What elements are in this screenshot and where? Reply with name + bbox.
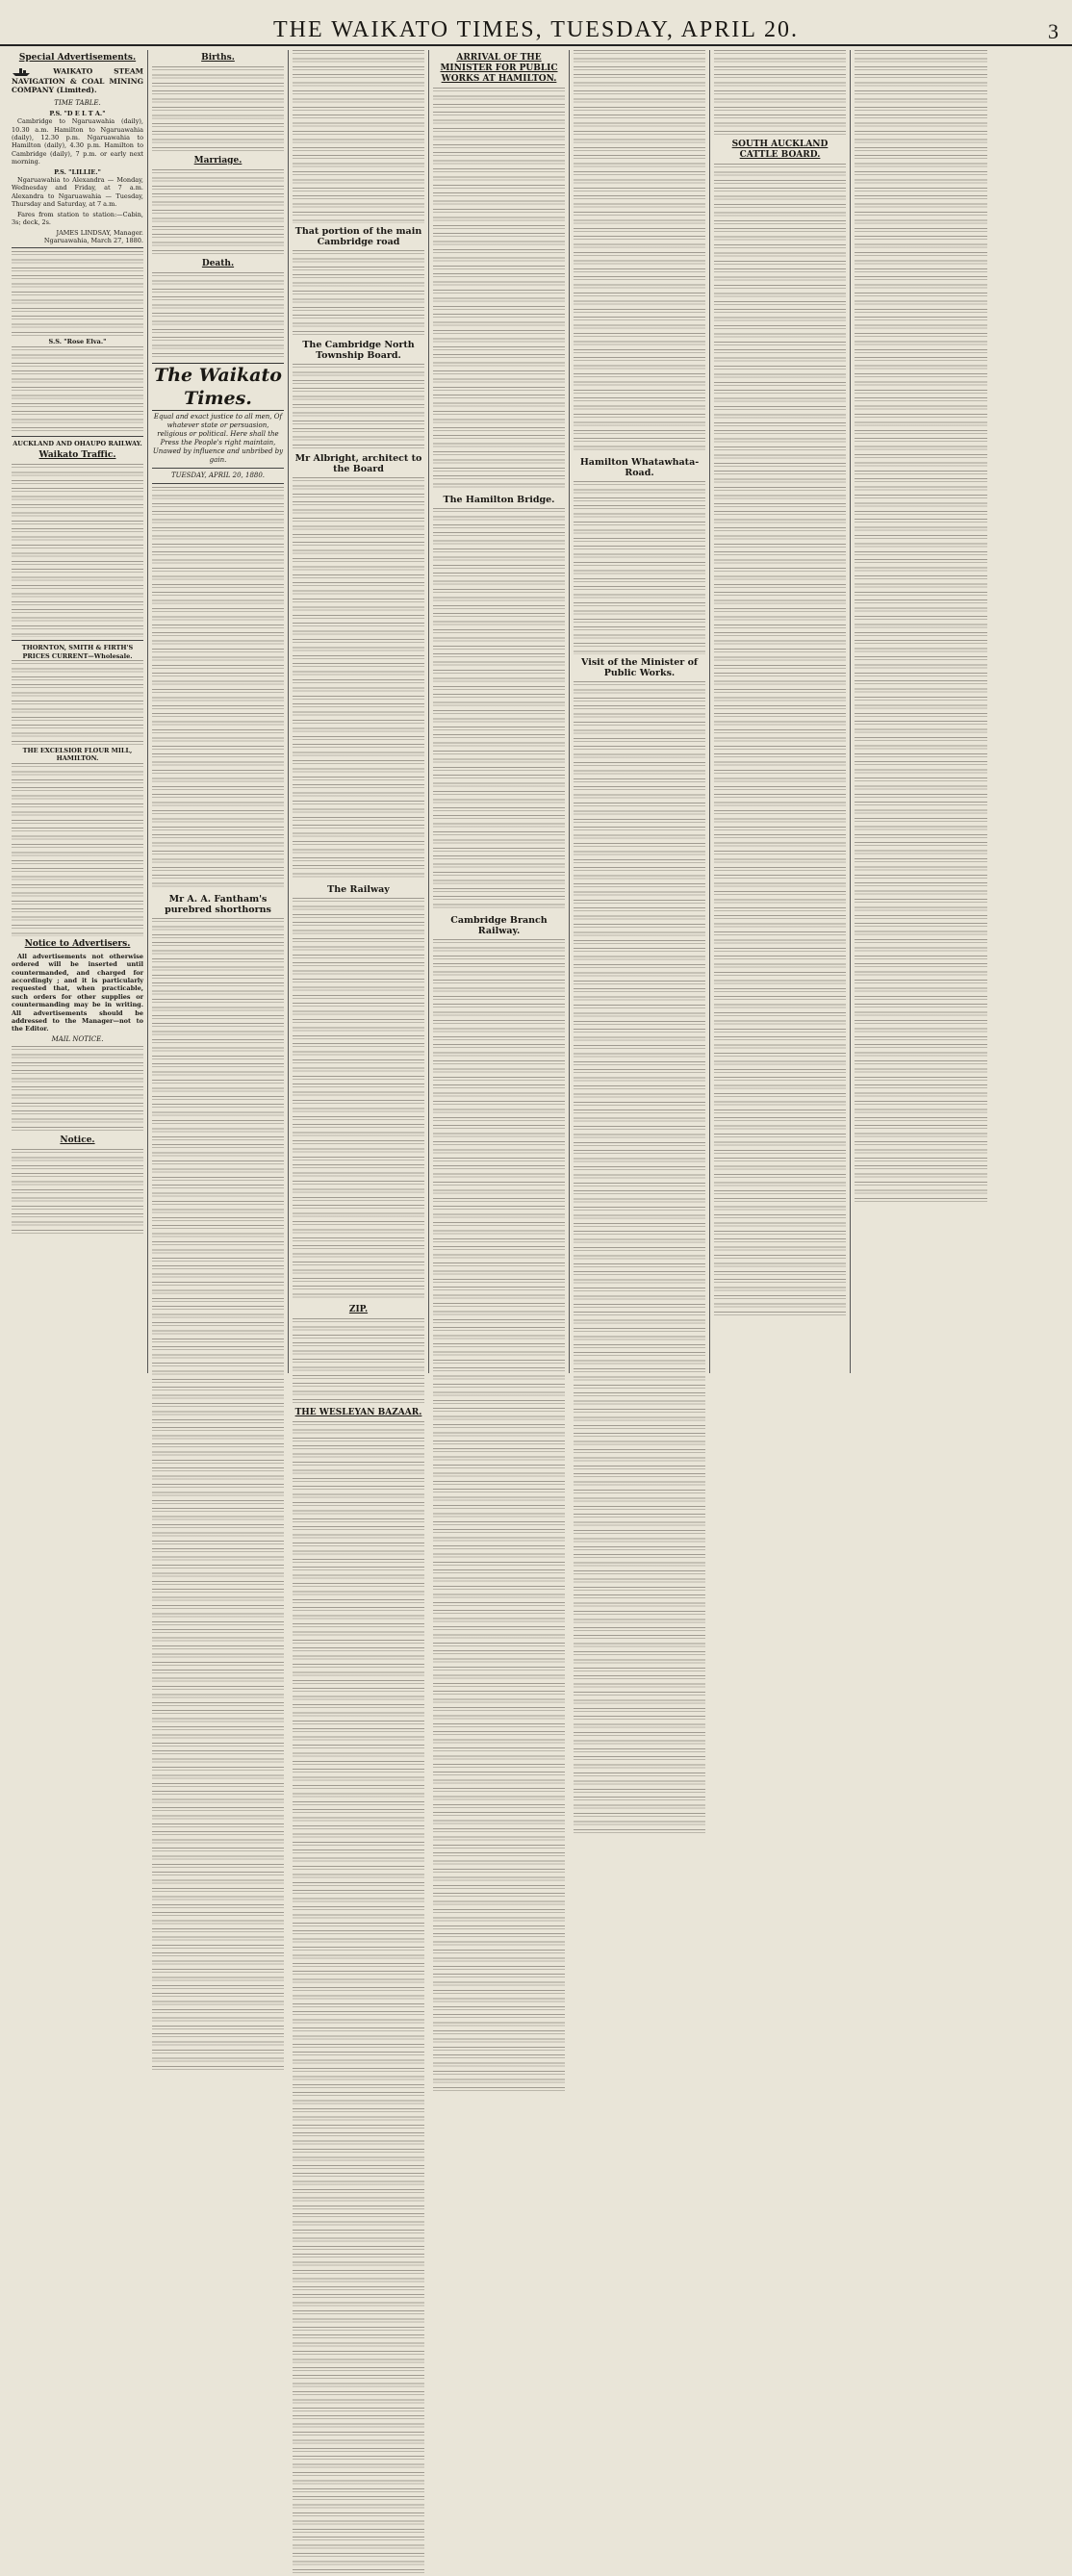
body-text-block — [12, 1046, 143, 1133]
columns — [8, 50, 1066, 1417]
body-text-block — [12, 1149, 143, 1236]
mail-notice-heading: MAIL NOTICE. — [51, 1034, 104, 1043]
firths-heading: THORNTON, SMITH & FIRTH'S PRICES CURRENT—Wholesale. — [21, 644, 134, 660]
body-text-block — [12, 251, 143, 338]
fantham-heading: Mr A. A. Fantham's purebred shorthorns — [165, 894, 271, 915]
whatawhata-road-heading: Hamilton Whatawhata-Road. — [579, 457, 700, 478]
body-text-block — [293, 898, 424, 1302]
main-road-heading: That portion of the main Cambridge road — [294, 226, 422, 247]
cattle-board-heading: SOUTH AUCKLAND CATTLE BOARD. — [731, 140, 829, 160]
column-6 — [710, 50, 851, 1373]
masthead — [0, 10, 1072, 46]
masthead-title: THE WAIKATO TIMES, TUESDAY, APRIL 20. — [272, 17, 800, 42]
death-heading: Death. — [201, 259, 235, 268]
bazaar-heading: THE WESLEYAN BAZAAR. — [294, 1408, 422, 1417]
steamship-icon — [12, 66, 31, 77]
dateline: TUESDAY, APRIL 20, 1880. — [170, 472, 266, 479]
body-text-block — [855, 50, 987, 1205]
time-table-label: TIME TABLE. — [54, 98, 101, 107]
column-1 — [8, 50, 148, 1373]
lillie-schedule: Ngaruawahia to Alexandra — Monday, Wednesday and Friday, at 7 a.m. Alexandra to Ngaruawahia — Tuesday, Thursday and Saturday, at 7 a.m. — [12, 176, 143, 209]
divider — [152, 483, 284, 484]
body-text-block — [574, 481, 705, 654]
column-3 — [289, 50, 429, 1417]
price-table — [12, 763, 143, 936]
editorial-text — [152, 487, 284, 891]
column-2 — [148, 50, 289, 1373]
body-text-block — [574, 50, 705, 454]
body-text-block — [293, 250, 424, 337]
divider — [12, 640, 143, 641]
body-text-block — [152, 169, 284, 256]
rose-elva-heading: S.S. "Rose Elva." — [48, 338, 107, 346]
body-text-block — [433, 508, 565, 912]
hamilton-bridge-heading: The Hamilton Bridge. — [443, 495, 555, 505]
column-4 — [429, 50, 570, 1373]
page-number: 3 — [1048, 19, 1059, 43]
body-text-block — [12, 660, 143, 747]
paper-motto: Equal and exact justice to all men, Of whatever state or persuasion, religious or political. Here shall the Press the People's right maintain, Unawed by influence and unbribed by gain. — [152, 413, 284, 464]
body-text-block — [293, 1421, 424, 2576]
column-7 — [851, 50, 991, 1373]
manager-signature: JAMES LINDSAY, Manager. Ngaruawahia, March 27, 1880. — [43, 228, 143, 244]
ps-lillie-label: P.S. "LILLIE." — [54, 167, 101, 176]
divider — [152, 468, 284, 469]
waikato-traffic-heading: Waikato Traffic. — [38, 450, 116, 461]
births-heading: Births. — [201, 53, 235, 63]
notice-to-advertisers-text: All advertisements not otherwise ordered will be inserted until countermanded, and charged for accordingly ; and it is particularly requested that, when practicable, such orders for other supplies or countermanding may be in writing. All advertisements should be addressed to the Manager—not to the Editor. — [12, 952, 143, 1033]
delta-schedule: Cambridge to Ngaruawahia (daily), 10.30 a.m. Hamilton to Ngaruawahia (daily), 12.30 p.m. Ngaruawahia to Hamilton (daily), 4.30 p.m. Hamilton to Cambridge (daily), 7 p.m. or early next morning. — [12, 117, 143, 166]
ps-delta-label: P.S. "D E L T A." — [49, 109, 106, 117]
steam-company-ad — [12, 66, 143, 95]
marriage-heading: Marriage. — [193, 156, 242, 166]
flour-mill-heading: THE EXCELSIOR FLOUR MILL, HAMILTON. — [22, 746, 133, 763]
divider — [12, 436, 143, 437]
column-5 — [570, 50, 710, 1373]
body-text-block — [714, 164, 846, 1318]
zip-heading: ZIP. — [348, 1305, 369, 1314]
architect-heading: Mr Albright, architect to the Board — [294, 453, 422, 474]
cambridge-north-heading: The Cambridge North Township Board. — [302, 340, 415, 361]
notice-heading: Notice. — [60, 1135, 95, 1145]
company-name: WAIKATO STEAM NAVIGATION & COAL MINING COMPANY (Limited). — [12, 66, 143, 95]
cambridge-railway-heading: Cambridge Branch Railway. — [450, 915, 548, 936]
paper-title: The Waikato Times. — [152, 363, 284, 411]
body-text-block — [12, 464, 143, 637]
body-text-block — [152, 272, 284, 359]
body-text-block — [12, 346, 143, 433]
body-text-block — [293, 50, 424, 223]
special-advertisements-heading: Special Advertisements. — [18, 53, 137, 63]
body-text-block — [714, 50, 846, 137]
body-text-block — [293, 477, 424, 881]
fares-text: Fares from station to station:—Cabin, 3s; deck, 2s. — [12, 210, 143, 227]
railway-heading: The Railway — [327, 884, 390, 895]
body-text-block — [433, 939, 565, 2094]
body-text-block — [293, 1318, 424, 1405]
railway-ad-heading: AUCKLAND AND OHAUPO RAILWAY. — [13, 439, 142, 447]
body-text-block — [433, 88, 565, 492]
body-text-block — [293, 364, 424, 450]
body-text-block — [152, 918, 284, 2073]
minister-arrival-heading: ARRIVAL OF THE MINISTER FOR PUBLIC WORKS AT HAMILTON. — [440, 53, 558, 84]
notice-to-advertisers-heading: Notice to Advertisers. — [24, 938, 131, 949]
divider — [12, 247, 143, 248]
body-text-block — [152, 66, 284, 153]
body-text-block — [574, 681, 705, 1836]
minister-visit-heading: Visit of the Minister of Public Works. — [581, 657, 698, 678]
